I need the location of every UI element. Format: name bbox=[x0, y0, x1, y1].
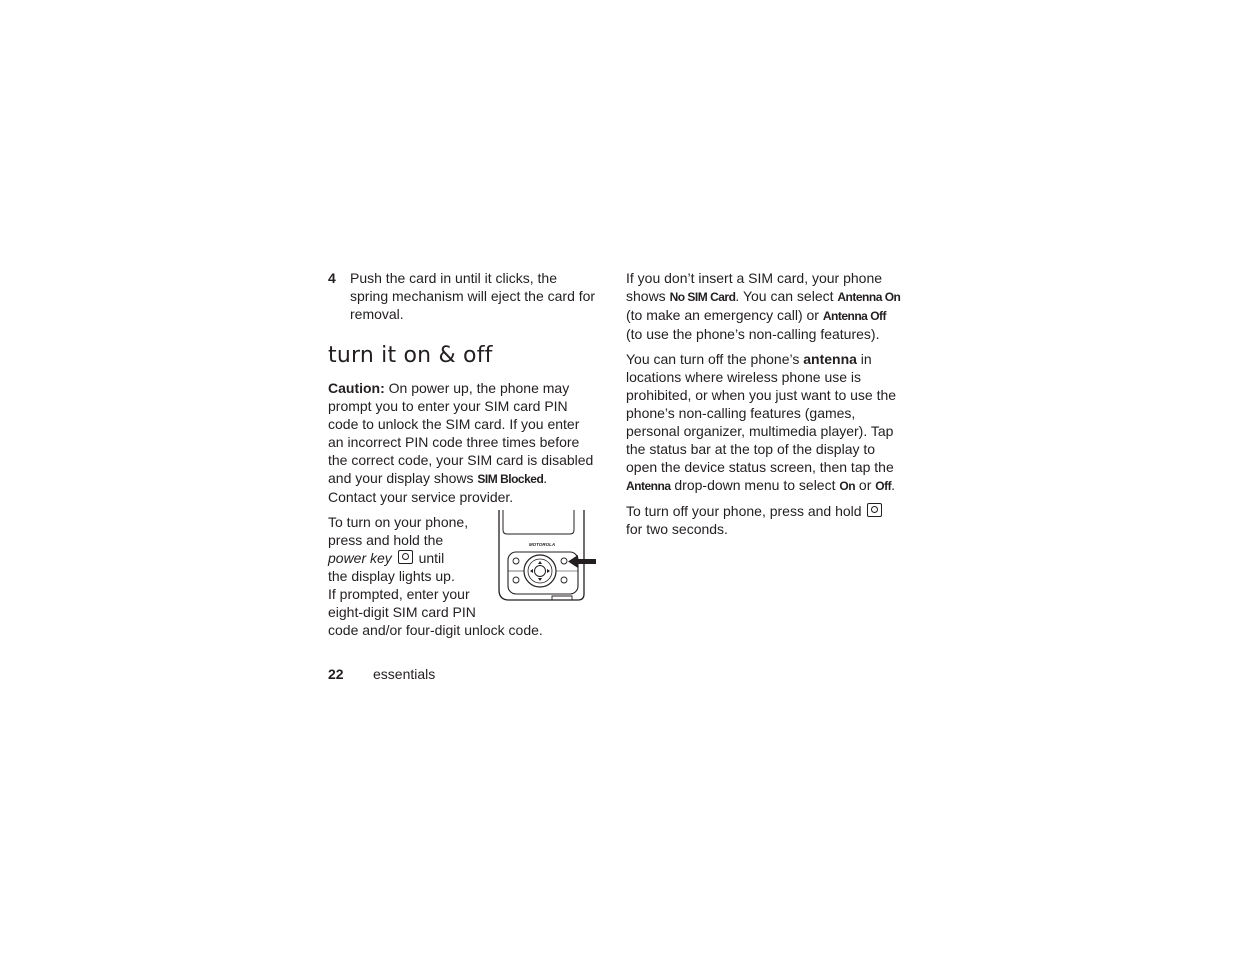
power-line-2: press and hold the bbox=[328, 532, 444, 548]
caution-label: Caution: bbox=[328, 380, 385, 396]
power-off-text-b: for two seconds. bbox=[626, 521, 728, 537]
step-4 bbox=[328, 269, 596, 323]
phone-brand: MOTOROLA bbox=[528, 542, 556, 547]
antenna-menu-text: Antenna bbox=[626, 479, 671, 493]
antenna-text-a: You can turn off the phone’s bbox=[626, 351, 804, 367]
power-line-3 bbox=[328, 549, 478, 567]
no-sim-card-text: No SIM Card bbox=[669, 290, 736, 304]
caution-paragraph bbox=[328, 379, 596, 506]
arrow-icon bbox=[568, 555, 596, 568]
off-text: Off bbox=[875, 479, 892, 493]
step-number: 4 bbox=[328, 270, 336, 286]
antenna-text-c: drop-down menu to select bbox=[670, 477, 840, 493]
power-off-paragraph bbox=[626, 502, 901, 538]
no-sim-text-d: (to use the phone’s non-calling features). bbox=[626, 326, 880, 342]
power-key-label: power key bbox=[328, 550, 392, 566]
power-line-4: the display lights up. bbox=[328, 568, 455, 584]
antenna-paragraph bbox=[626, 350, 901, 495]
no-sim-text-a: If you don’t insert a SIM card, your phone shows bbox=[626, 270, 883, 304]
sim-blocked-text: SIM Blocked bbox=[477, 472, 544, 486]
power-line-7: code and/or four-digit unlock code. bbox=[328, 622, 543, 638]
right-column bbox=[626, 269, 901, 538]
power-key-icon bbox=[398, 550, 413, 564]
power-line-1: To turn on your phone, bbox=[328, 514, 469, 530]
section-heading: turn it on & off bbox=[328, 343, 493, 368]
no-sim-paragraph bbox=[626, 269, 901, 343]
step-text: Push the card in until it clicks, the spring mechanism will eject the card for removal. bbox=[350, 270, 596, 322]
section-name: essentials bbox=[373, 666, 436, 682]
power-line-6: eight-digit SIM card PIN bbox=[328, 604, 476, 620]
caution-text: On power up, the phone may prompt you to enter your SIM card PIN code to unlock the SIM card. If you enter an incorrect PIN code three times before the correct code, your SIM card is disabled and your display shows bbox=[328, 380, 594, 486]
antenna-text-d: or bbox=[855, 477, 876, 493]
power-on-block bbox=[328, 513, 596, 639]
antenna-text-b: in locations where wireless phone use is prohibited, or when you just want to use the phone’s non-calling features (games, personal organizer, multimedia player). Tap the status bar at the top of the display to open the device status screen, then tap the bbox=[626, 351, 897, 475]
phone-illustration bbox=[496, 510, 598, 606]
power-off-text-a: To turn off your phone, press and hold bbox=[626, 503, 866, 519]
power-line-3-tail: until bbox=[414, 550, 445, 566]
on-text: On bbox=[839, 479, 856, 493]
power-line-5: If prompted, enter your bbox=[328, 586, 470, 602]
antenna-off-text: Antenna Off bbox=[822, 309, 887, 323]
power-key-icon bbox=[867, 503, 882, 517]
left-column bbox=[328, 269, 596, 639]
page-footer bbox=[328, 665, 436, 683]
no-sim-text-c: (to make an emergency call) or bbox=[626, 307, 823, 323]
antenna-bold: antenna bbox=[803, 351, 857, 367]
antenna-text-e: . bbox=[891, 477, 895, 493]
power-on-text bbox=[328, 513, 478, 621]
caution-tail: . Contact your service provider. bbox=[328, 470, 548, 505]
antenna-on-text: Antenna On bbox=[837, 290, 901, 304]
page-number: 22 bbox=[328, 666, 344, 682]
no-sim-text-b: . You can select bbox=[735, 288, 838, 304]
